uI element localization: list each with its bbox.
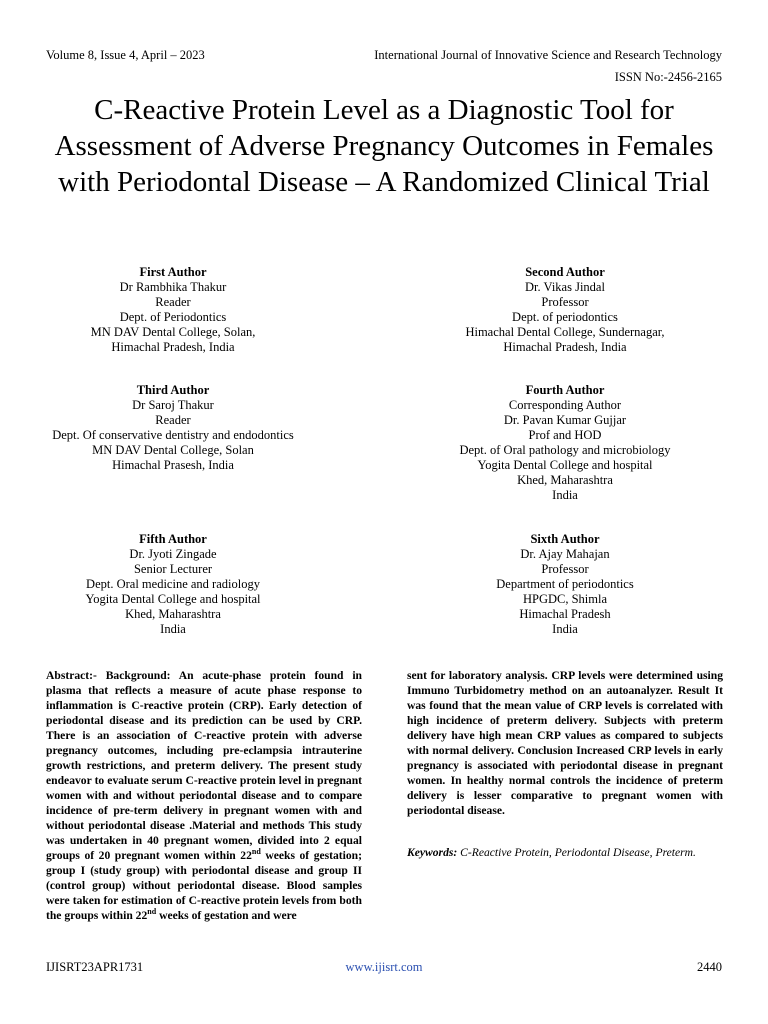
author-block-6 xyxy=(400,532,730,637)
issn: ISSN No:-2456-2165 xyxy=(614,70,722,84)
volume-issue: Volume 8, Issue 4, April – 2023 xyxy=(46,48,205,62)
author-line: Reader xyxy=(155,295,191,309)
author-line: Corresponding Author xyxy=(508,398,622,412)
author-block-3 xyxy=(8,383,338,473)
abstract-column-left xyxy=(46,668,362,923)
author-block-5 xyxy=(8,532,338,637)
author-line: Dept. of periodontics xyxy=(512,310,618,324)
author-heading: Fifth Author xyxy=(139,532,207,546)
author-line: MN DAV Dental College, Solan, xyxy=(90,325,256,339)
abstract-text: weeks of gestation; group I (study group) with periodontal disease and group II (control group) without periodontal disease. Blood samples were taken for estimation of C-reactive protein levels from both the groups within 22 xyxy=(46,849,362,922)
author-block-1 xyxy=(8,265,338,355)
author-heading: Sixth Author xyxy=(530,532,600,546)
keywords-label: Keywords: xyxy=(407,846,458,859)
author-block-4 xyxy=(400,383,730,503)
author-line: Professor xyxy=(541,295,589,309)
author-line: Dept. Oral medicine and radiology xyxy=(86,577,260,591)
abstract-text: Abstract:- Background: An acute-phase protein found in plasma that reflects a measure of acute phase response to inflammation is C-reactive protein (CRP). Early detection of periodontal disease and its prediction can be used by CRP. There is an association of C-reactive protein with adverse pregnancy outcomes, including pre-eclampsia intrauterine growth restrictions, and preterm delivery. The present study endeavor to evaluate serum C-reactive protein level in pregnant women with and without periodontal disease and to compare incidence of pre-term delivery in pregnant women with and without periodontal disease .Material and methods This study was undertaken in 40 pregnant women, divided into 2 equal groups of 20 pregnant women within 22 xyxy=(46,669,362,862)
author-name: Dr. Vikas Jindal xyxy=(525,280,605,294)
author-name: Dr. Jyoti Zingade xyxy=(129,547,217,561)
superscript: nd xyxy=(251,847,261,857)
author-line: India xyxy=(160,622,186,636)
author-line: India xyxy=(552,622,578,636)
author-line: HPGDC, Shimla xyxy=(522,592,608,606)
abstract-column-right: sent for laboratory analysis. CRP levels were determined using Immuno Turbidometry method on an autoanalyzer. Result It was found that the mean value of CRP levels is correlated with high incidence of preterm delivery. Subjects with preterm delivery have high mean CRP values as compared to subjects with normal delivery. Conclusion Increased CRP levels in early pregnancy is associated with periodontal disease in pregnant women. In healthy normal controls the incidence of preterm delivery is lesser comparative to pregnant women with periodontal disease. xyxy=(407,669,723,817)
author-heading: Fourth Author xyxy=(525,383,605,397)
author-name: Dr. Pavan Kumar Gujjar xyxy=(503,413,627,427)
author-name: Dr. Ajay Mahajan xyxy=(520,547,610,561)
author-line: MN DAV Dental College, Solan xyxy=(92,443,254,457)
paper-title: C-Reactive Protein Level as a Diagnostic Tool for Assessment of Adverse Pregnancy Outcomes in Females with Periodontal Disease – A Randomized Clinical Trial xyxy=(54,94,714,198)
keywords xyxy=(407,846,723,859)
author-line: Dept. of Oral pathology and microbiology xyxy=(459,443,671,457)
author-line: Himachal Pradesh, India xyxy=(503,340,627,354)
author-line: Dept. Of conservative dentistry and endodontics xyxy=(52,428,294,442)
author-line: Prof and HOD xyxy=(528,428,602,442)
paper-id: IJISRT23APR1731 xyxy=(46,960,144,974)
author-line: Dept. of Periodontics xyxy=(119,310,227,324)
author-line: India xyxy=(552,488,578,502)
author-line: Khed, Maharashtra xyxy=(517,473,613,487)
page-number: 2440 xyxy=(697,960,722,974)
author-line: Himachal Pradesh, India xyxy=(111,340,235,354)
journal-name: International Journal of Innovative Science and Research Technology xyxy=(374,48,722,62)
author-heading: Second Author xyxy=(525,265,605,279)
author-line: Yogita Dental College and hospital xyxy=(85,592,261,606)
author-heading: Third Author xyxy=(136,383,210,397)
author-line: Himachal Pradesh xyxy=(519,607,611,621)
author-line: Himachal Prasesh, India xyxy=(112,458,234,472)
abstract-text: weeks of gestation and were xyxy=(156,909,297,922)
author-line: Professor xyxy=(541,562,589,576)
author-line: Khed, Maharashtra xyxy=(125,607,221,621)
keywords-text: C-Reactive Protein, Periodontal Disease, Preterm. xyxy=(460,846,696,859)
author-line: Yogita Dental College and hospital xyxy=(477,458,653,472)
author-heading: First Author xyxy=(139,265,207,279)
author-line: Himachal Dental College, Sundernagar, xyxy=(465,325,665,339)
author-block-2 xyxy=(400,265,730,355)
superscript: nd xyxy=(147,907,157,917)
author-line: Department of periodontics xyxy=(496,577,634,591)
author-line: Senior Lecturer xyxy=(133,562,213,576)
journal-link[interactable]: www.ijisrt.com xyxy=(345,960,423,974)
author-line: Reader xyxy=(155,413,191,427)
author-name: Dr Rambhika Thakur xyxy=(119,280,227,294)
author-name: Dr Saroj Thakur xyxy=(132,398,214,412)
